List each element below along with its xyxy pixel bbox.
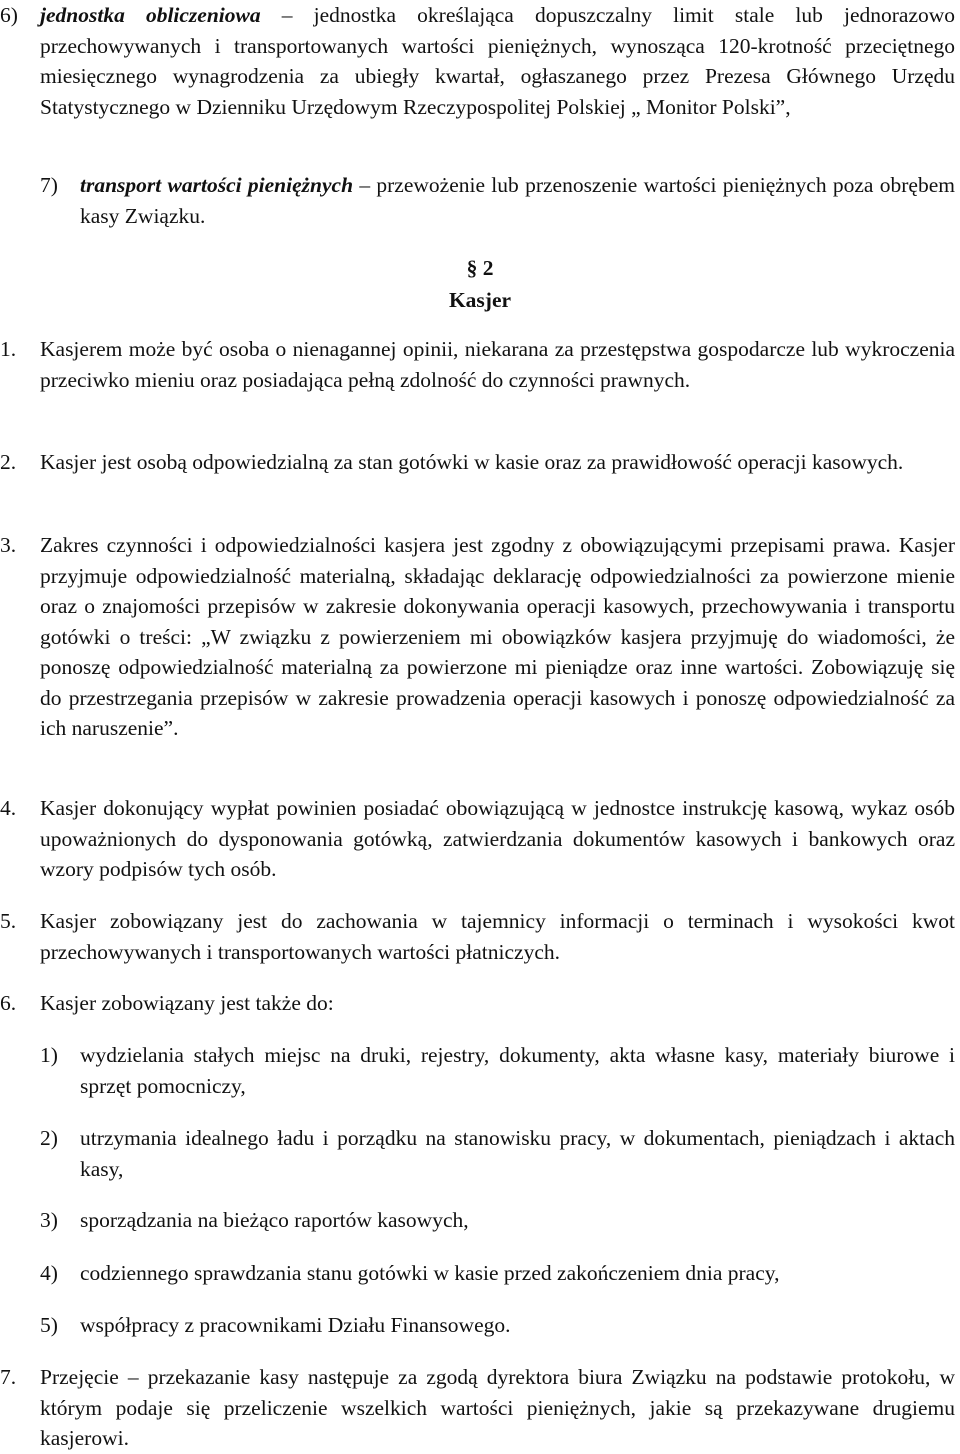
definition-item xyxy=(0,170,960,231)
duty-number: 5) xyxy=(40,1313,58,1337)
section-heading xyxy=(0,252,960,316)
duty-number: 3) xyxy=(40,1208,58,1232)
paragraph-number: 7. xyxy=(0,1365,17,1389)
definition-number: 6) xyxy=(0,3,18,27)
paragraph-number: 2. xyxy=(0,450,17,474)
paragraph-text: Kasjer zobowiązany jest do zachowania w tajemnicy informacji o terminach i wysokości kwot przechowywanych i transportowanych wartości płatniczych. xyxy=(40,909,955,964)
paragraph-item xyxy=(0,906,960,967)
duty-item xyxy=(0,1123,960,1184)
paragraph-item xyxy=(0,988,960,1019)
duty-text: wydzielania stałych miejsc na druki, rejestry, dokumenty, akta własne kasy, materiały biurowe i sprzęt pomocniczy, xyxy=(80,1043,955,1098)
duty-text: sporządzania na bieżąco raportów kasowych, xyxy=(80,1208,469,1232)
paragraph-text: Zakres czynności i odpowiedzialności kasjera jest zgodny z obowiązującymi przepisami prawa. Kasjer przyjmuje odpowiedzialność materialną, składając deklarację odpowiedzialności za powierzone mienie oraz o znajomości przepisów w zakresie dokonywania operacji kasowych, przechowywania i transportu gotówki o treści: „W związku z powierzeniem mi obowiązków kasjera przyjmuję do wiadomości, że ponoszę odpowiedzialność materialną za powierzone mi pieniądze oraz inne wartości. Zobowiązuję się do przestrzegania przepisów w zakresie prowadzenia operacji kasowych i ponoszę odpowiedzialność za ich naruszenie”. xyxy=(40,533,955,740)
definition-term: transport wartości pieniężnych xyxy=(80,173,354,197)
duty-item xyxy=(0,1205,960,1236)
definition-item xyxy=(0,0,960,122)
paragraph-item xyxy=(0,334,960,395)
definition-term: jednostka obliczeniowa xyxy=(40,3,261,27)
duty-number: 4) xyxy=(40,1261,58,1285)
definition-body: – przewożenie lub przenoszenie wartości pieniężnych poza obrębem kasy Związku. xyxy=(80,173,955,228)
duty-number: 1) xyxy=(40,1043,58,1067)
paragraph-item xyxy=(0,530,960,744)
duty-item xyxy=(0,1040,960,1101)
duty-item xyxy=(0,1258,960,1289)
duty-number: 2) xyxy=(40,1126,58,1150)
paragraph-number: 1. xyxy=(0,337,17,361)
duty-text: codziennego sprawdzania stanu gotówki w kasie przed zakończeniem dnia pracy, xyxy=(80,1261,780,1285)
paragraph-item xyxy=(0,1362,960,1454)
paragraph-text: Kasjerem może być osoba o nienagannej opinii, niekarana za przestępstwa gospodarcze lub wykroczenia przeciwko mieniu oraz posiadająca pełną zdolność do czynności prawnych. xyxy=(40,337,955,392)
definition-body: – jednostka określająca dopuszczalny limit stale lub jednorazowo przechowywanych i transportowanych wartości pieniężnych, wynosząca 120-krotność przeciętnego miesięcznego wynagrodzenia za ubiegły kwartał, ogłaszanego przez Prezesa Głównego Urzędu Statystycznego w Dzienniku Urzędowym Rzeczypospolitej Polskiej „ Monitor Polski”, xyxy=(40,3,956,119)
paragraph-text: Kasjer jest osobą odpowiedzialną za stan gotówki w kasie oraz za prawidłowość operacji kasowych. xyxy=(40,450,904,474)
definition-text xyxy=(40,0,955,122)
paragraph-number: 4. xyxy=(0,796,17,820)
section-title: Kasjer xyxy=(448,288,512,312)
definition-number: 7) xyxy=(40,173,58,197)
definition-text xyxy=(80,170,955,231)
paragraph-number: 6. xyxy=(0,991,17,1015)
paragraph-number: 3. xyxy=(0,533,17,557)
duty-text: utrzymania idealnego ładu i porządku na stanowisku pracy, w dokumentach, pieniądzach i aktach kasy, xyxy=(80,1126,955,1181)
paragraph-number: 5. xyxy=(0,909,17,933)
section-symbol: § 2 xyxy=(466,256,494,280)
paragraph-item xyxy=(0,793,960,885)
paragraph-text: Przejęcie – przekazanie kasy następuje za zgodą dyrektora biura Związku na podstawie protokołu, w którym podaje się przeliczenie wszelkich wartości pieniężnych, jakie są przekazywane drugiemu kasjerowi. xyxy=(40,1365,955,1450)
duty-item xyxy=(0,1310,960,1341)
paragraph-item xyxy=(0,447,960,478)
paragraph-text: Kasjer dokonujący wypłat powinien posiadać obowiązującą w jednostce instrukcję kasową, wykaz osób upoważnionych do dysponowania gotówką, zatwierdzania dokumentów kasowych i bankowych oraz wzory podpisów tych osób. xyxy=(40,796,955,881)
duty-text: współpracy z pracownikami Działu Finansowego. xyxy=(80,1313,511,1337)
paragraph-text: Kasjer zobowiązany jest także do: xyxy=(40,991,334,1015)
